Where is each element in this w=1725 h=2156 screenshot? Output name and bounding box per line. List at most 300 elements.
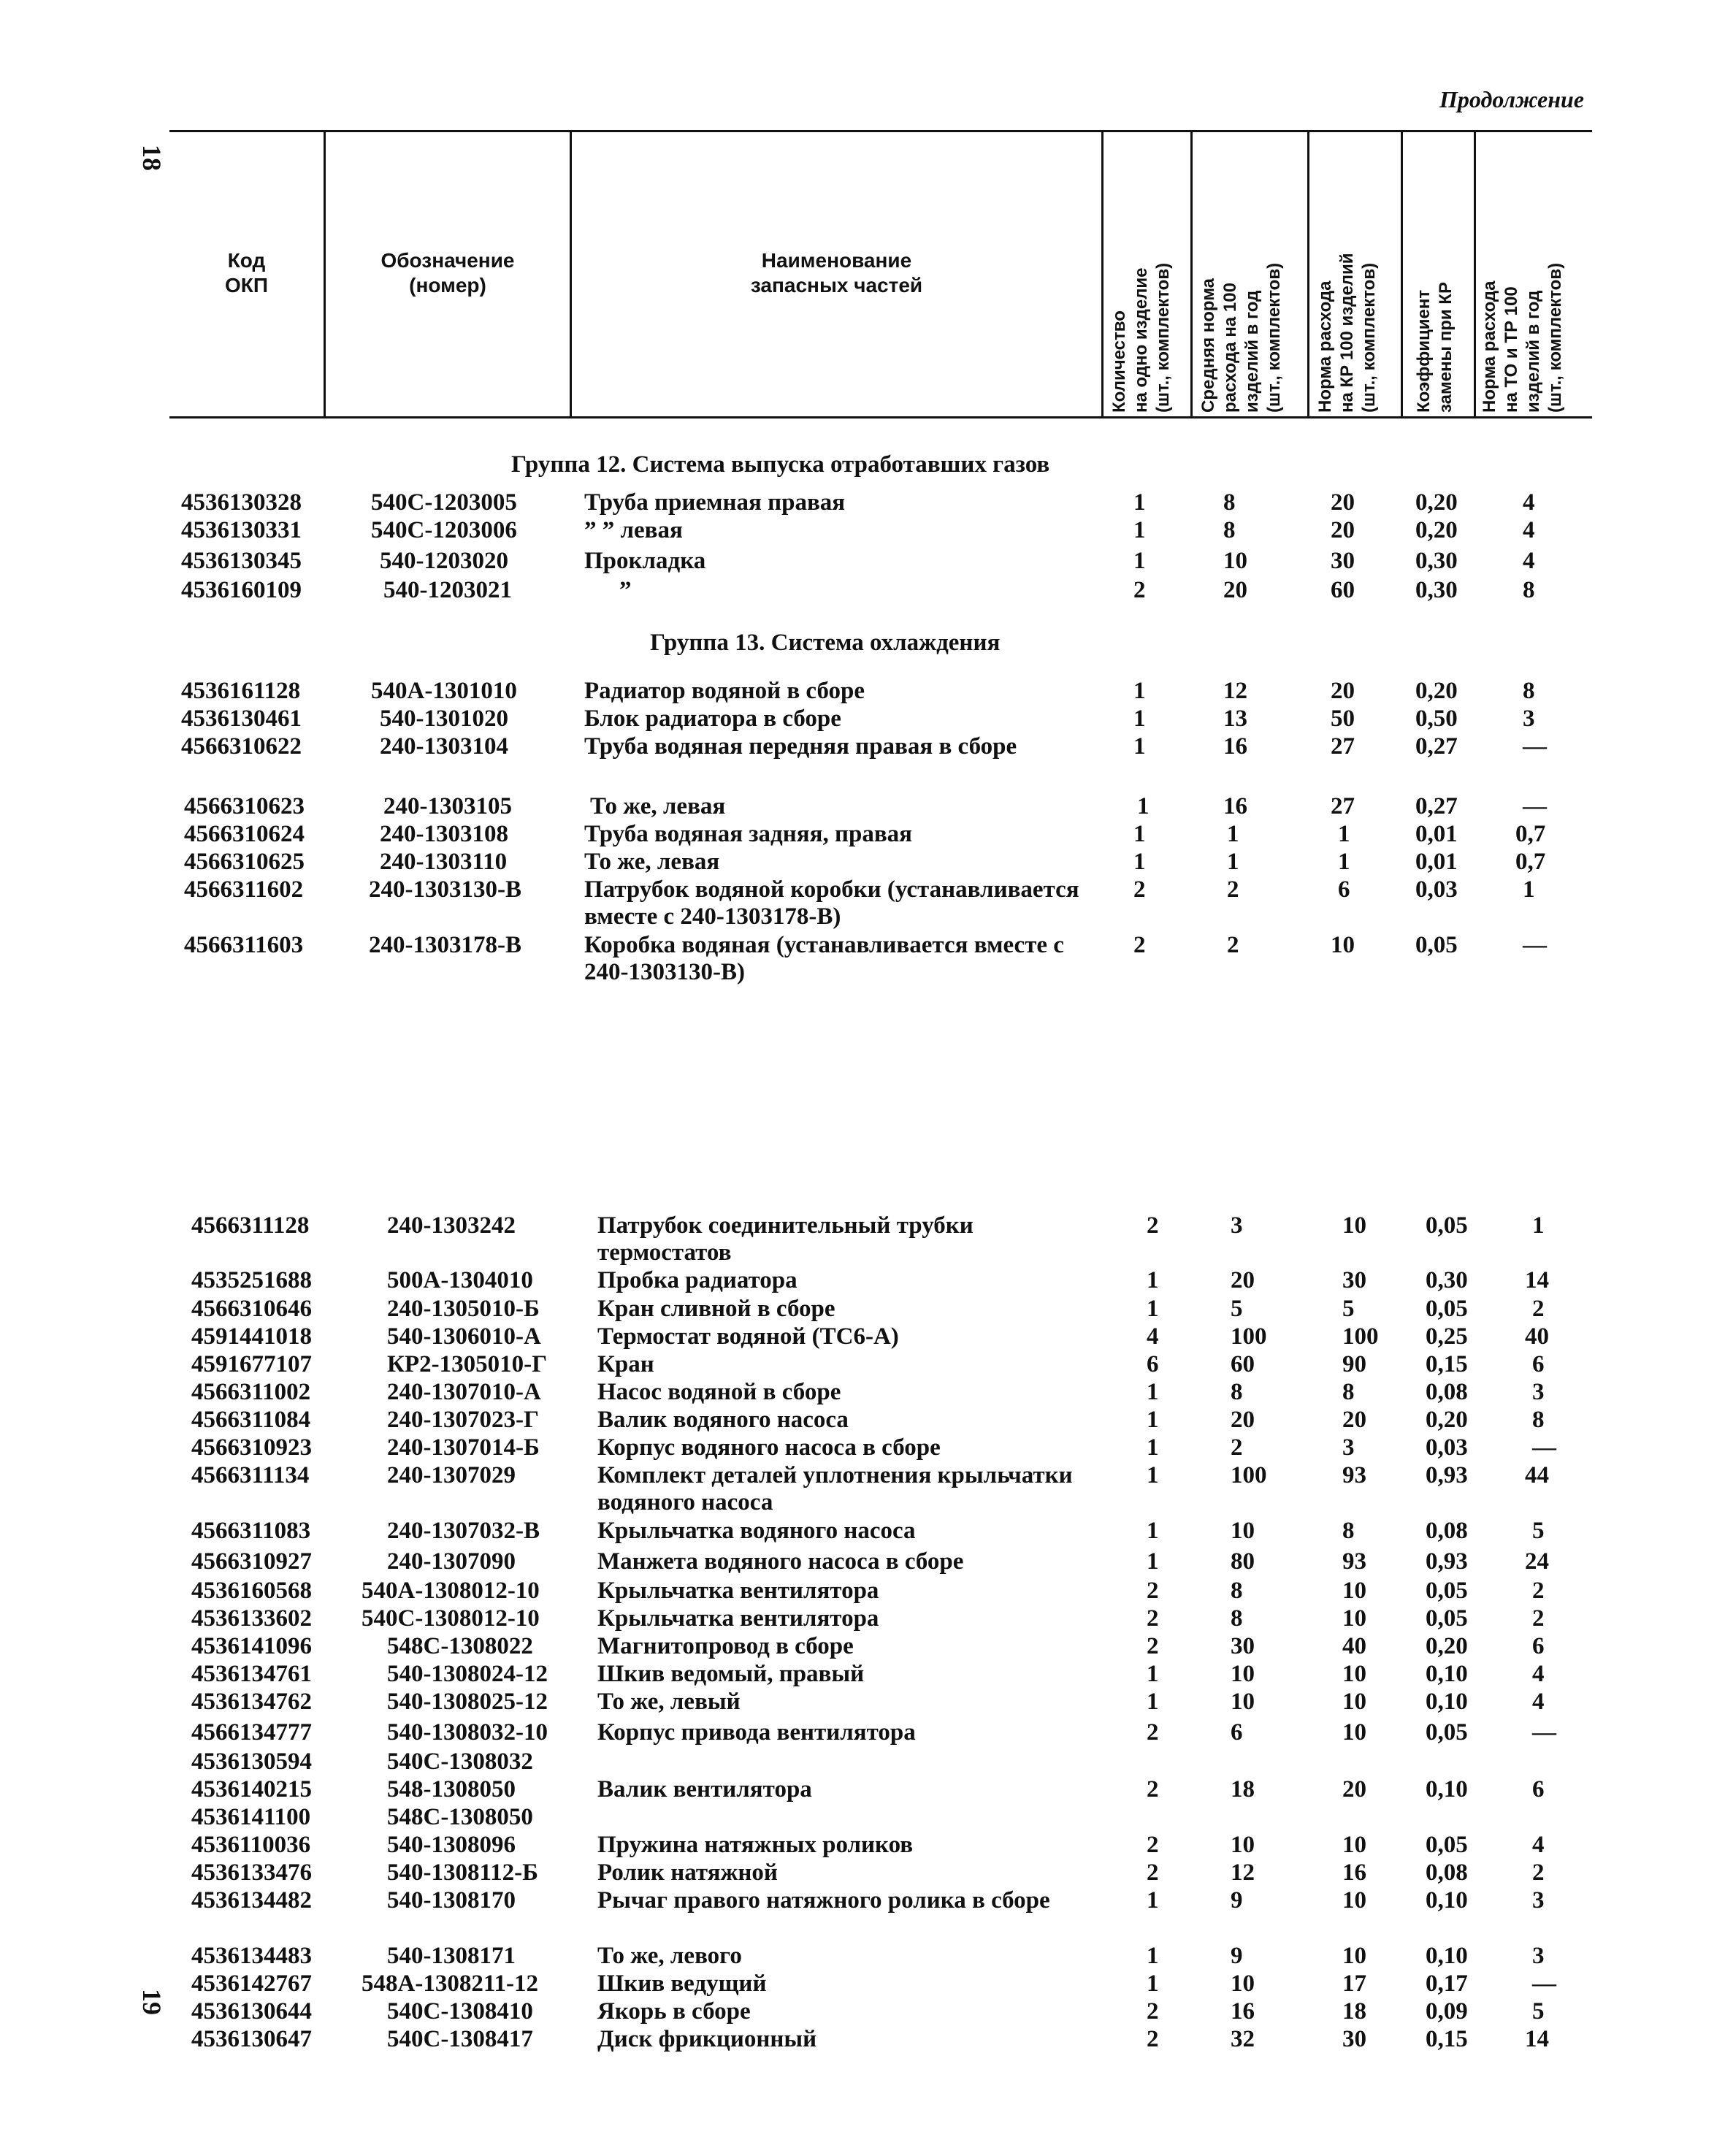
- cell-code: 4536134761: [191, 1661, 312, 1687]
- cell-code: 4591677107: [191, 1351, 312, 1377]
- cell-to-norm: 1: [1523, 876, 1535, 903]
- cell-avg-norm: 8: [1231, 1605, 1243, 1632]
- cell-qty: 4: [1147, 1323, 1159, 1350]
- cell-qty: 1: [1147, 1462, 1159, 1488]
- cell-to-norm: 4: [1523, 489, 1535, 516]
- cell-code: 4566310923: [191, 1434, 312, 1461]
- cell-coef: 0,20: [1415, 678, 1458, 704]
- cell-coef: 0,05: [1426, 1719, 1468, 1746]
- cell-kr-norm: 10: [1342, 1689, 1366, 1715]
- cell-to-norm: 0,7: [1515, 821, 1546, 847]
- cell-avg-norm: 16: [1223, 733, 1247, 760]
- cell-qty: 1: [1147, 1943, 1159, 1969]
- cell-qty: 1: [1137, 793, 1150, 819]
- cell-name: Рычаг правого натяжного ролика в сборе: [597, 1887, 1050, 1914]
- cell-qty: 2: [1147, 1578, 1159, 1604]
- cell-kr-norm: 6: [1338, 876, 1350, 903]
- cell-qty: 2: [1147, 1859, 1159, 1886]
- cell-kr-norm: 100: [1342, 1323, 1379, 1350]
- cell-designation: 240-1303242: [387, 1212, 516, 1239]
- col-divider: [1474, 130, 1476, 418]
- cell-qty: 2: [1147, 1605, 1159, 1632]
- cell-coef: 0,20: [1426, 1633, 1468, 1659]
- cell-avg-norm: 10: [1231, 1661, 1255, 1687]
- cell-coef: 0,08: [1426, 1859, 1468, 1886]
- cell-avg-norm: 8: [1231, 1379, 1243, 1405]
- cell-code: 4566310624: [184, 821, 305, 847]
- cell-qty: 2: [1147, 1832, 1159, 1858]
- cell-designation: 540-1308112-Б: [387, 1859, 538, 1886]
- cell-qty: 1: [1133, 733, 1146, 760]
- cell-designation: 240-1303178-В: [369, 932, 521, 958]
- cell-designation: 540-1301020: [380, 706, 508, 732]
- cell-code: 4536130461: [181, 706, 302, 732]
- cell-kr-norm: 10: [1342, 1719, 1366, 1746]
- cell-code: 4566311134: [191, 1462, 310, 1488]
- cell-to-norm: —: [1532, 1434, 1556, 1461]
- col-divider: [1307, 130, 1309, 418]
- cell-to-norm: 1: [1532, 1212, 1545, 1239]
- cell-kr-norm: 10: [1342, 1887, 1366, 1914]
- cell-to-norm: 44: [1525, 1462, 1549, 1488]
- cell-name: То же, левый: [597, 1689, 741, 1715]
- cell-kr-norm: 5: [1342, 1296, 1355, 1322]
- cell-coef: 0,10: [1426, 1661, 1468, 1687]
- cell-qty: 2: [1147, 1633, 1159, 1659]
- cell-qty: 1: [1147, 1518, 1159, 1544]
- cell-name: ”: [619, 577, 632, 603]
- cell-designation: 540А-1301010: [371, 678, 517, 704]
- cell-avg-norm: 100: [1231, 1462, 1267, 1488]
- cell-name: ” ” левая: [584, 517, 683, 543]
- group-12-title: Группа 12. Система выпуска отработавших газов: [511, 451, 1050, 478]
- cell-designation: 240-1307090: [387, 1548, 516, 1575]
- cell-kr-norm: 20: [1331, 489, 1355, 516]
- cell-code: 4566311083: [191, 1518, 311, 1544]
- cell-designation: 540А-1308012-10: [362, 1578, 540, 1604]
- cell-kr-norm: 1: [1338, 849, 1350, 875]
- cell-kr-norm: 16: [1342, 1859, 1366, 1886]
- cell-qty: 1: [1147, 1434, 1159, 1461]
- cell-name: Корпус привода вентилятора: [597, 1719, 916, 1746]
- cell-to-norm: 14: [1525, 2026, 1549, 2052]
- cell-kr-norm: 3: [1342, 1434, 1355, 1461]
- cell-designation: 540С-1308012-10: [362, 1605, 540, 1632]
- cell-name: Блок радиатора в сборе: [584, 706, 841, 732]
- cell-avg-norm: 2: [1231, 1434, 1243, 1461]
- cell-name: Манжета водяного насоса в сборе: [597, 1548, 964, 1575]
- cell-designation: 240-1303104: [380, 733, 508, 760]
- cell-designation: 540-1203020: [380, 548, 508, 574]
- cell-coef: 0,01: [1415, 821, 1458, 847]
- cell-code: 4536130328: [181, 489, 302, 516]
- cell-avg-norm: 10: [1231, 1970, 1255, 1997]
- cell-name: Патрубок соединительный трубки термостатов: [597, 1212, 974, 1266]
- cell-code: 4566310622: [181, 733, 302, 760]
- cell-kr-norm: 27: [1331, 733, 1355, 760]
- cell-coef: 0,10: [1426, 1689, 1468, 1715]
- cell-avg-norm: 10: [1231, 1689, 1255, 1715]
- header-top-rule: [169, 130, 1592, 132]
- cell-kr-norm: 10: [1342, 1578, 1366, 1604]
- cell-name: Термостат водяной (ТС6-А): [597, 1323, 899, 1350]
- cell-name: Коробка водяная (устанавливается вместе с 240-1303130-В): [584, 932, 1064, 985]
- cell-kr-norm: 27: [1331, 793, 1355, 819]
- page-number-top: 18: [137, 145, 167, 171]
- cell-coef: 0,30: [1426, 1267, 1468, 1293]
- cell-qty: 2: [1133, 876, 1146, 903]
- cell-name: Шкив ведомый, правый: [597, 1661, 865, 1687]
- cell-kr-norm: 20: [1331, 678, 1355, 704]
- cell-code: 4536140215: [191, 1776, 312, 1803]
- cell-code: 4536134482: [191, 1887, 312, 1914]
- col-divider: [1101, 130, 1104, 418]
- cell-code: 4536130647: [191, 2026, 312, 2052]
- cell-avg-norm: 8: [1223, 517, 1236, 543]
- cell-to-norm: 6: [1532, 1776, 1545, 1803]
- cell-to-norm: 5: [1532, 1518, 1545, 1544]
- cell-designation: 540-1308096: [387, 1832, 516, 1858]
- col-divider: [1190, 130, 1193, 418]
- cell-designation: 240-1303105: [383, 793, 512, 819]
- cell-avg-norm: 12: [1231, 1859, 1255, 1886]
- cell-to-norm: —: [1532, 1970, 1556, 1997]
- col-header-avg-norm: Средняя норма расхода на 100 изделий в год (шт., комплектов): [1198, 262, 1284, 413]
- cell-to-norm: 4: [1523, 517, 1535, 543]
- cell-code: 4566311128: [191, 1212, 310, 1239]
- cell-avg-norm: 10: [1231, 1832, 1255, 1858]
- cell-kr-norm: 10: [1342, 1943, 1366, 1969]
- cell-coef: 0,09: [1426, 1998, 1468, 2025]
- cell-coef: 0,10: [1426, 1887, 1468, 1914]
- cell-designation: КР2-1305010-Г: [387, 1351, 548, 1377]
- cell-name: Корпус водяного насоса в сборе: [597, 1434, 941, 1461]
- cell-qty: 1: [1147, 1407, 1159, 1433]
- cell-designation: 540-1308032-10: [387, 1719, 548, 1746]
- page-number-bottom: 19: [137, 1989, 167, 2015]
- cell-code: 4566310927: [191, 1548, 312, 1575]
- cell-avg-norm: 1: [1227, 821, 1239, 847]
- cell-coef: 0,05: [1415, 932, 1458, 958]
- cell-avg-norm: 9: [1231, 1887, 1243, 1914]
- cell-code: 4591441018: [191, 1323, 312, 1350]
- cell-avg-norm: 8: [1231, 1578, 1243, 1604]
- cell-coef: 0,15: [1426, 1351, 1468, 1377]
- cell-to-norm: —: [1523, 793, 1547, 819]
- cell-to-norm: 3: [1532, 1887, 1545, 1914]
- cell-coef: 0,05: [1426, 1578, 1468, 1604]
- cell-designation: 540-1308024-12: [387, 1661, 548, 1687]
- cell-qty: 6: [1147, 1351, 1159, 1377]
- cell-qty: 2: [1147, 2026, 1159, 2052]
- cell-coef: 0,05: [1426, 1212, 1468, 1239]
- cell-designation: 540С-1203005: [371, 489, 517, 516]
- cell-code: 4536130345: [181, 548, 302, 574]
- cell-kr-norm: 90: [1342, 1351, 1366, 1377]
- cell-designation: 540-1308025-12: [387, 1689, 548, 1715]
- cell-name: Крыльчатка вентилятора: [597, 1605, 879, 1632]
- cell-kr-norm: 20: [1342, 1776, 1366, 1803]
- cell-code: 4536133476: [191, 1859, 312, 1886]
- cell-avg-norm: 2: [1227, 932, 1239, 958]
- cell-designation: 540-1203021: [383, 577, 512, 603]
- cell-coef: 0,27: [1415, 793, 1458, 819]
- cell-designation: 240-1303110: [380, 849, 508, 875]
- cell-name: То же, левая: [584, 849, 720, 875]
- cell-avg-norm: 9: [1231, 1943, 1243, 1969]
- cell-designation: 540С-1308417: [387, 2026, 533, 2052]
- cell-to-norm: 4: [1532, 1689, 1545, 1715]
- cell-to-norm: 40: [1525, 1323, 1549, 1350]
- cell-designation: 540С-1308032: [387, 1748, 533, 1775]
- cell-code: 4566311602: [184, 876, 304, 903]
- cell-avg-norm: 30: [1231, 1633, 1255, 1659]
- cell-qty: 1: [1133, 548, 1146, 574]
- cell-designation: 240-1307032-В: [387, 1518, 540, 1544]
- cell-avg-norm: 20: [1231, 1267, 1255, 1293]
- cell-avg-norm: 13: [1223, 706, 1247, 732]
- cell-name: Якорь в сборе: [597, 1998, 751, 2025]
- cell-to-norm: 2: [1532, 1296, 1545, 1322]
- col-header-designation: Обозначение (номер): [380, 249, 515, 297]
- cell-qty: 2: [1147, 1719, 1159, 1746]
- cell-code: 4535251688: [191, 1267, 312, 1293]
- cell-kr-norm: 8: [1342, 1518, 1355, 1544]
- cell-code: 4536161128: [181, 678, 301, 704]
- cell-to-norm: 14: [1525, 1267, 1549, 1293]
- cell-code: 4566310623: [184, 793, 305, 819]
- cell-code: 4566311084: [191, 1407, 311, 1433]
- cell-designation: 240-1307010-А: [387, 1379, 541, 1405]
- col-header-name: Наименование запасных частей: [750, 249, 923, 297]
- cell-to-norm: 3: [1532, 1379, 1545, 1405]
- header-bottom-rule: [169, 416, 1592, 418]
- cell-avg-norm: 2: [1227, 876, 1239, 903]
- cell-code: 4536130331: [181, 517, 302, 543]
- cell-name: Крыльчатка вентилятора: [597, 1578, 879, 1604]
- cell-designation: 540-1308171: [387, 1943, 516, 1969]
- cell-to-norm: 8: [1523, 577, 1535, 603]
- cell-designation: 540С-1203006: [371, 517, 517, 543]
- cell-avg-norm: 3: [1231, 1212, 1243, 1239]
- cell-code: 4536141100: [191, 1804, 311, 1830]
- cell-to-norm: —: [1532, 1719, 1556, 1746]
- cell-name: То же, левая: [590, 793, 726, 819]
- cell-code: 4536134483: [191, 1943, 312, 1969]
- cell-qty: 2: [1147, 1776, 1159, 1803]
- cell-code: 4536142767: [191, 1970, 312, 1997]
- cell-designation: 540-1306010-А: [387, 1323, 541, 1350]
- cell-to-norm: 6: [1532, 1351, 1545, 1377]
- cell-coef: 0,05: [1426, 1605, 1468, 1632]
- cell-avg-norm: 16: [1231, 1998, 1255, 2025]
- cell-avg-norm: 5: [1231, 1296, 1243, 1322]
- cell-code: 4536160568: [191, 1578, 312, 1604]
- cell-kr-norm: 17: [1342, 1970, 1366, 1997]
- cell-to-norm: 2: [1532, 1605, 1545, 1632]
- cell-avg-norm: 80: [1231, 1548, 1255, 1575]
- cell-qty: 1: [1133, 849, 1146, 875]
- cell-avg-norm: 8: [1223, 489, 1236, 516]
- cell-code: 4566311603: [184, 932, 304, 958]
- cell-kr-norm: 20: [1342, 1407, 1366, 1433]
- cell-coef: 0,30: [1415, 548, 1458, 574]
- cell-avg-norm: 6: [1231, 1719, 1243, 1746]
- cell-kr-norm: 60: [1331, 577, 1355, 603]
- cell-to-norm: 4: [1523, 548, 1535, 574]
- cell-to-norm: —: [1523, 733, 1547, 760]
- cell-coef: 0,25: [1426, 1323, 1468, 1350]
- cell-to-norm: 5: [1532, 1998, 1545, 2025]
- continuation-label: Продолжение: [1439, 86, 1584, 112]
- cell-kr-norm: 8: [1342, 1379, 1355, 1405]
- cell-avg-norm: 60: [1231, 1351, 1255, 1377]
- cell-coef: 0,03: [1426, 1434, 1468, 1461]
- cell-to-norm: 8: [1523, 678, 1535, 704]
- cell-designation: 240-1307023-Г: [387, 1407, 539, 1433]
- cell-qty: 2: [1147, 1998, 1159, 2025]
- col-header-kr-norm: Норма расхода на КР 100 изделий (шт., комплектов): [1315, 253, 1379, 413]
- cell-to-norm: 0,7: [1515, 849, 1546, 875]
- cell-avg-norm: 100: [1231, 1323, 1267, 1350]
- cell-code: 4536110036: [191, 1832, 311, 1858]
- cell-qty: 1: [1147, 1296, 1159, 1322]
- cell-to-norm: 6: [1532, 1633, 1545, 1659]
- cell-name: Валик вентилятора: [597, 1776, 812, 1803]
- cell-kr-norm: 30: [1342, 1267, 1366, 1293]
- cell-code: 4566310646: [191, 1296, 312, 1322]
- cell-coef: 0,93: [1426, 1548, 1468, 1575]
- cell-designation: 548А-1308211-12: [362, 1970, 538, 1997]
- cell-designation: 540-1308170: [387, 1887, 516, 1914]
- cell-qty: 1: [1133, 489, 1146, 516]
- cell-coef: 0,15: [1426, 2026, 1468, 2052]
- cell-avg-norm: 10: [1223, 548, 1247, 574]
- cell-qty: 1: [1133, 678, 1146, 704]
- cell-name: Прокладка: [584, 548, 706, 574]
- cell-kr-norm: 10: [1342, 1661, 1366, 1687]
- cell-name: Комплект деталей уплотнения крыльчатки водяного насоса: [597, 1462, 1073, 1515]
- cell-to-norm: 3: [1523, 706, 1535, 732]
- cell-code: 4536160109: [181, 577, 302, 603]
- cell-name: Труба водяная передняя правая в сборе: [584, 733, 1017, 760]
- cell-name: Магнитопровод в сборе: [597, 1633, 854, 1659]
- col-header-qty: Количество на одно изделие (шт., комплектов): [1109, 262, 1173, 413]
- cell-qty: 1: [1147, 1267, 1159, 1293]
- col-header-code: Код ОКП: [225, 249, 268, 297]
- cell-designation: 240-1307029: [387, 1462, 516, 1488]
- col-divider: [1401, 130, 1403, 418]
- cell-coef: 0,20: [1426, 1407, 1468, 1433]
- cell-designation: 540С-1308410: [387, 1998, 533, 2025]
- cell-coef: 0,10: [1426, 1776, 1468, 1803]
- cell-code: 4566134777: [191, 1719, 312, 1746]
- cell-kr-norm: 93: [1342, 1548, 1366, 1575]
- cell-qty: 1: [1147, 1887, 1159, 1914]
- cell-to-norm: 4: [1532, 1661, 1545, 1687]
- cell-to-norm: 3: [1532, 1943, 1545, 1969]
- cell-to-norm: 24: [1525, 1548, 1549, 1575]
- cell-qty: 1: [1133, 821, 1146, 847]
- cell-qty: 1: [1147, 1689, 1159, 1715]
- cell-qty: 1: [1133, 517, 1146, 543]
- cell-coef: 0,17: [1426, 1970, 1468, 1997]
- cell-kr-norm: 10: [1342, 1212, 1366, 1239]
- cell-kr-norm: 50: [1331, 706, 1355, 732]
- cell-qty: 1: [1147, 1548, 1159, 1575]
- cell-code: 4536130594: [191, 1748, 312, 1775]
- cell-coef: 0,10: [1426, 1943, 1468, 1969]
- cell-code: 4536130644: [191, 1998, 312, 2025]
- cell-name: Диск фрикционный: [597, 2026, 817, 2052]
- cell-designation: 548С-1308022: [387, 1633, 533, 1659]
- cell-name: То же, левого: [597, 1943, 742, 1969]
- cell-coef: 0,08: [1426, 1518, 1468, 1544]
- cell-kr-norm: 10: [1342, 1605, 1366, 1632]
- cell-avg-norm: 32: [1231, 2026, 1255, 2052]
- cell-name: Насос водяной в сборе: [597, 1379, 841, 1405]
- cell-qty: 1: [1147, 1970, 1159, 1997]
- cell-coef: 0,01: [1415, 849, 1458, 875]
- cell-avg-norm: 20: [1223, 577, 1247, 603]
- cell-coef: 0,08: [1426, 1379, 1468, 1405]
- cell-name: Кран: [597, 1351, 654, 1377]
- cell-kr-norm: 93: [1342, 1462, 1366, 1488]
- cell-qty: 1: [1147, 1379, 1159, 1405]
- cell-designation: 240-1307014-Б: [387, 1434, 540, 1461]
- cell-to-norm: 2: [1532, 1578, 1545, 1604]
- cell-code: 4536133602: [191, 1605, 312, 1632]
- cell-kr-norm: 40: [1342, 1633, 1366, 1659]
- cell-coef: 0,20: [1415, 489, 1458, 516]
- cell-coef: 0,03: [1415, 876, 1458, 903]
- cell-code: 4536141096: [191, 1633, 312, 1659]
- cell-name: Кран сливной в сборе: [597, 1296, 835, 1322]
- cell-name: Патрубок водяной коробки (устанавливается вместе с 240-1303178-В): [584, 876, 1079, 930]
- cell-avg-norm: 12: [1223, 678, 1247, 704]
- cell-to-norm: —: [1523, 932, 1547, 958]
- cell-kr-norm: 20: [1331, 517, 1355, 543]
- cell-designation: 500А-1304010: [387, 1267, 533, 1293]
- cell-to-norm: 4: [1532, 1832, 1545, 1858]
- cell-designation: 240-1303130-В: [369, 876, 521, 903]
- col-header-to-norm: Норма расхода на ТО и ТР 100 изделий в год (шт., комплектов): [1480, 262, 1565, 413]
- cell-kr-norm: 10: [1331, 932, 1355, 958]
- cell-name: Пробка радиатора: [597, 1267, 798, 1293]
- cell-qty: 1: [1133, 706, 1146, 732]
- cell-designation: 240-1305010-Б: [387, 1296, 540, 1322]
- cell-kr-norm: 30: [1331, 548, 1355, 574]
- cell-qty: 2: [1147, 1212, 1159, 1239]
- cell-to-norm: 2: [1532, 1859, 1545, 1886]
- cell-designation: 240-1303108: [380, 821, 508, 847]
- cell-name: Пружина натяжных роликов: [597, 1832, 914, 1858]
- group-13-title: Группа 13. Система охлаждения: [650, 630, 1001, 656]
- cell-avg-norm: 16: [1223, 793, 1247, 819]
- cell-coef: 0,30: [1415, 577, 1458, 603]
- cell-name: Валик водяного насоса: [597, 1407, 849, 1433]
- cell-code: 4536134762: [191, 1689, 312, 1715]
- cell-coef: 0,93: [1426, 1462, 1468, 1488]
- cell-coef: 0,05: [1426, 1832, 1468, 1858]
- cell-name: Труба водяная задняя, правая: [584, 821, 913, 847]
- cell-code: 4566310625: [184, 849, 305, 875]
- cell-name: Ролик натяжной: [597, 1859, 778, 1886]
- cell-kr-norm: 30: [1342, 2026, 1366, 2052]
- cell-coef: 0,20: [1415, 517, 1458, 543]
- cell-kr-norm: 10: [1342, 1832, 1366, 1858]
- cell-qty: 2: [1133, 932, 1146, 958]
